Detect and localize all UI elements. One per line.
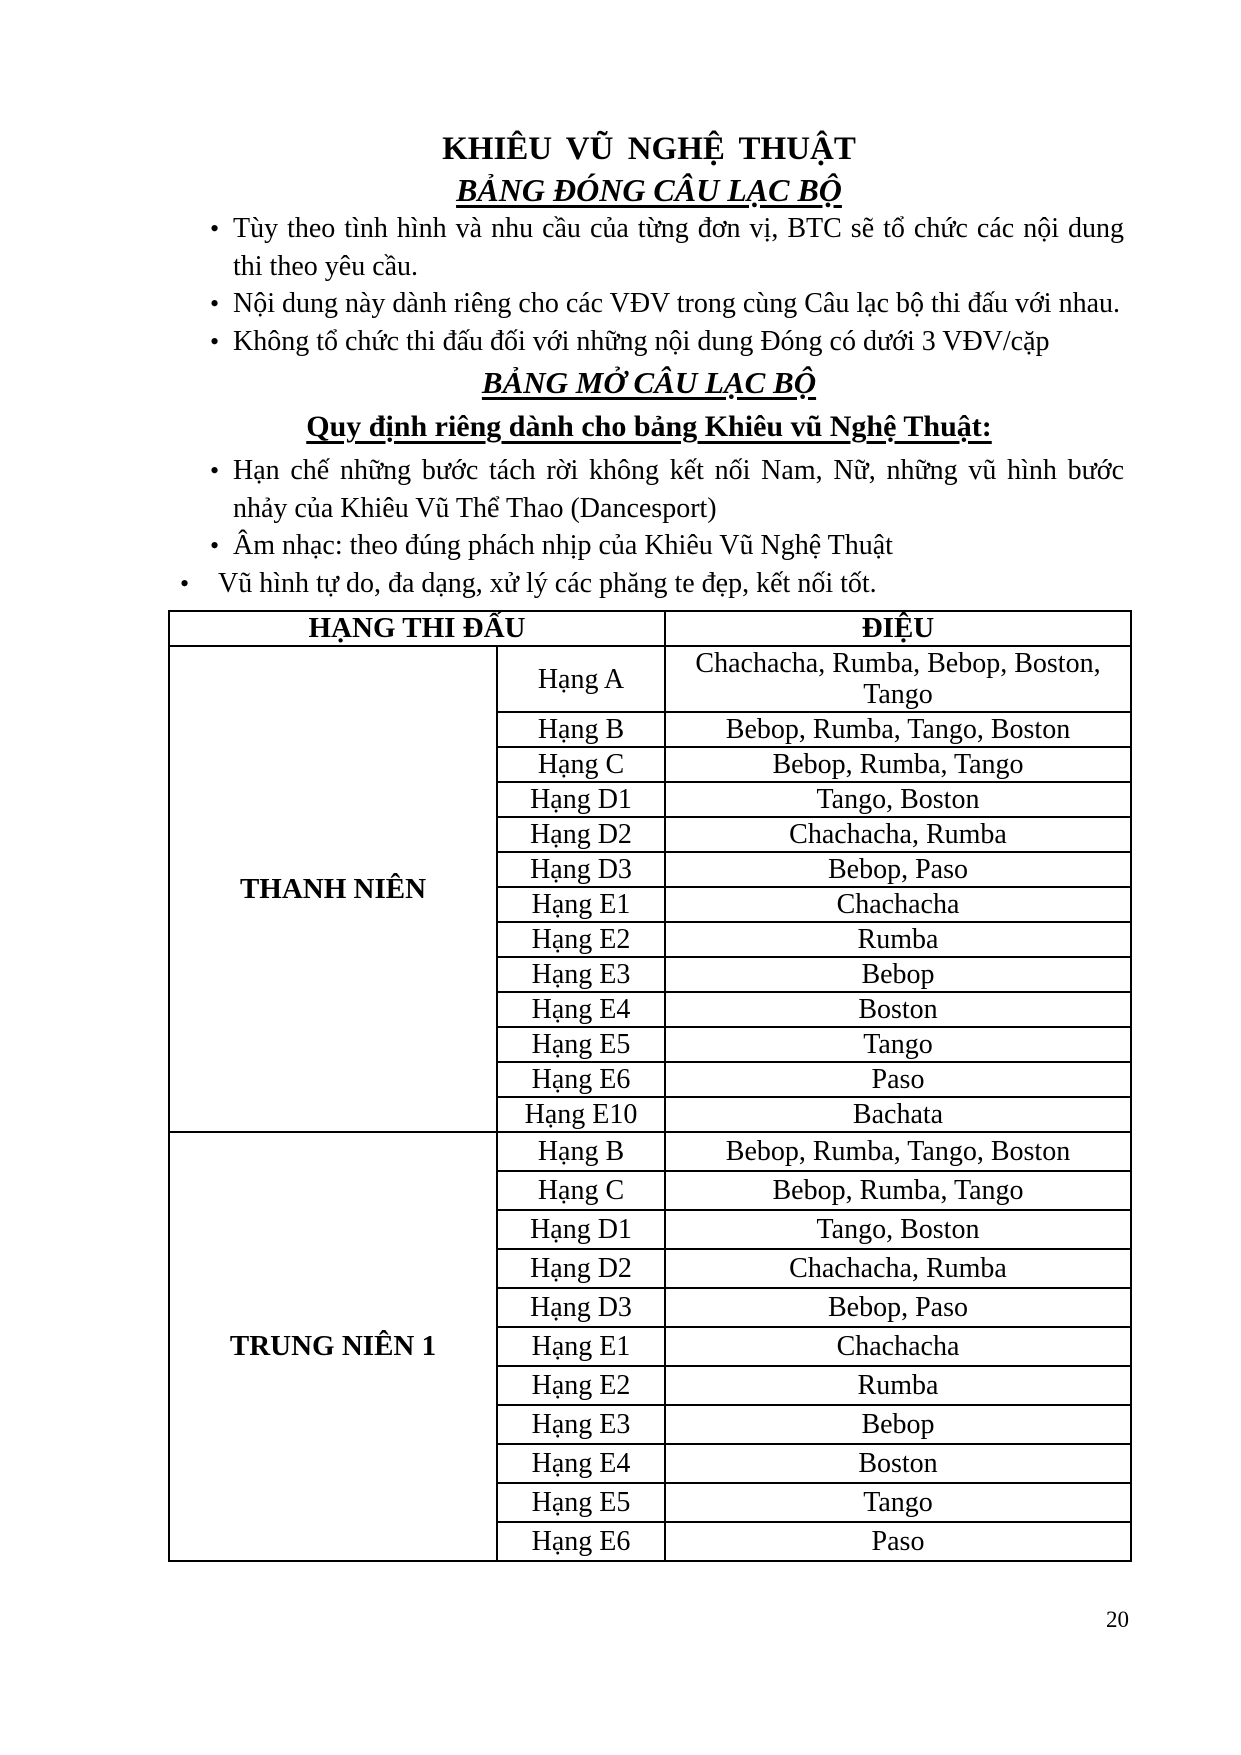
rank-cell: Hạng E4 <box>497 992 665 1027</box>
rank-cell: Hạng E5 <box>497 1027 665 1062</box>
dances-cell: Paso <box>665 1062 1131 1097</box>
page-number: 20 <box>1106 1607 1129 1632</box>
dances-cell: Tango, Boston <box>665 1210 1131 1249</box>
bullet-icon: • <box>210 289 220 318</box>
dances-cell: Tango <box>665 1483 1131 1522</box>
dances-cell: Chachacha <box>665 887 1131 922</box>
bullet-text: Không tổ chức thi đấu đối với những nội dung Đóng có dưới 3 VĐV/cặp <box>233 325 1050 357</box>
rank-cell: Hạng D2 <box>497 817 665 852</box>
rank-cell: Hạng D1 <box>497 782 665 817</box>
bullet-icon: • <box>210 214 220 243</box>
dances-cell: Bebop, Paso <box>665 1288 1131 1327</box>
dances-cell: Bebop, Rumba, Tango, Boston <box>665 712 1131 747</box>
list-item <box>168 210 1130 285</box>
list-item <box>168 323 1130 361</box>
list-item <box>168 527 1130 565</box>
dances-cell: Bebop <box>665 957 1131 992</box>
bullet-text: Tùy theo tình hình và nhu cầu của từng đơn vị, BTC sẽ tổ chức các nội dung thi theo yêu cầu. <box>233 213 1124 282</box>
dances-cell: Rumba <box>665 1366 1131 1405</box>
dances-cell: Bebop, Rumba, Tango <box>665 1171 1131 1210</box>
rank-cell: Hạng B <box>497 1132 665 1171</box>
rank-cell: Hạng E2 <box>497 1366 665 1405</box>
list-item <box>168 565 1130 603</box>
rank-cell: Hạng C <box>497 1171 665 1210</box>
dances-cell: Chachacha, Rumba, Bebop, Boston, Tango <box>665 646 1131 712</box>
dances-cell: Bebop <box>665 1405 1131 1444</box>
table-row <box>169 1132 1131 1171</box>
open-club-board-heading: BẢNG MỞ CÂU LẠC BỘ <box>481 365 817 400</box>
bullet-icon: • <box>210 531 220 560</box>
rank-cell: Hạng E6 <box>497 1062 665 1097</box>
rank-cell: Hạng E1 <box>497 1327 665 1366</box>
group-cell: TRUNG NIÊN 1 <box>169 1132 497 1561</box>
dances-cell: Paso <box>665 1522 1131 1561</box>
rank-cell: Hạng A <box>497 646 665 712</box>
list-item <box>168 452 1130 527</box>
rank-cell: Hạng E3 <box>497 1405 665 1444</box>
rank-cell: Hạng E3 <box>497 957 665 992</box>
rank-cell: Hạng D3 <box>497 852 665 887</box>
dances-cell: Rumba <box>665 922 1131 957</box>
column-header-rank: HẠNG THI ĐẤU <box>169 611 665 646</box>
dances-cell: Chachacha, Rumba <box>665 817 1131 852</box>
rank-cell: Hạng E2 <box>497 922 665 957</box>
rank-cell: Hạng E5 <box>497 1483 665 1522</box>
rank-cell: Hạng B <box>497 712 665 747</box>
dances-cell: Bachata <box>665 1097 1131 1132</box>
page-content <box>168 128 1130 1562</box>
bullet-text: Vũ hình tự do, đa dạng, xử lý các phăng te đẹp, kết nối tốt. <box>218 567 877 599</box>
table-row <box>169 646 1131 712</box>
rank-cell: Hạng C <box>497 747 665 782</box>
dances-cell: Bebop, Paso <box>665 852 1131 887</box>
rank-cell: Hạng D3 <box>497 1288 665 1327</box>
table-header-row <box>169 611 1131 646</box>
dances-cell: Tango <box>665 1027 1131 1062</box>
dances-cell: Boston <box>665 992 1131 1027</box>
group-cell: THANH NIÊN <box>169 646 497 1132</box>
list-item <box>168 285 1130 323</box>
dances-cell: Boston <box>665 1444 1131 1483</box>
rank-cell: Hạng E4 <box>497 1444 665 1483</box>
bullet-icon: • <box>210 456 220 485</box>
bullet-icon: • <box>210 326 220 356</box>
bullet-text: Hạn chế những bước tách rời không kết nối Nam, Nữ, những vũ hình bước nhảy của Khiêu Vũ Thể Thao (Dancesport) <box>233 455 1124 524</box>
rank-cell: Hạng E10 <box>497 1097 665 1132</box>
bullet-icon: • <box>180 568 190 598</box>
column-header-dances: ĐIỆU <box>665 611 1131 646</box>
dances-cell: Bebop, Rumba, Tango <box>665 747 1131 782</box>
special-rules-heading: Quy định riêng dành cho bảng Khiêu vũ Nghệ Thuật: <box>306 410 992 443</box>
dances-cell: Chachacha, Rumba <box>665 1249 1131 1288</box>
rank-cell: Hạng E1 <box>497 887 665 922</box>
rank-cell: Hạng E6 <box>497 1522 665 1561</box>
rank-cell: Hạng D1 <box>497 1210 665 1249</box>
page-title: KHIÊU VŨ NGHỆ THUẬT <box>442 131 856 167</box>
closed-club-board-heading: BẢNG ĐÓNG CÂU LẠC BỘ <box>456 172 842 208</box>
competition-table <box>168 610 1132 1562</box>
bullet-text: Nội dung này dành riêng cho các VĐV trong cùng Câu lạc bộ thi đấu với nhau. <box>233 288 1121 319</box>
rank-cell: Hạng D2 <box>497 1249 665 1288</box>
bullet-text: Âm nhạc: theo đúng phách nhịp của Khiêu Vũ Nghệ Thuật <box>233 530 893 561</box>
dances-cell: Tango, Boston <box>665 782 1131 817</box>
dances-cell: Bebop, Rumba, Tango, Boston <box>665 1132 1131 1171</box>
dances-cell: Chachacha <box>665 1327 1131 1366</box>
